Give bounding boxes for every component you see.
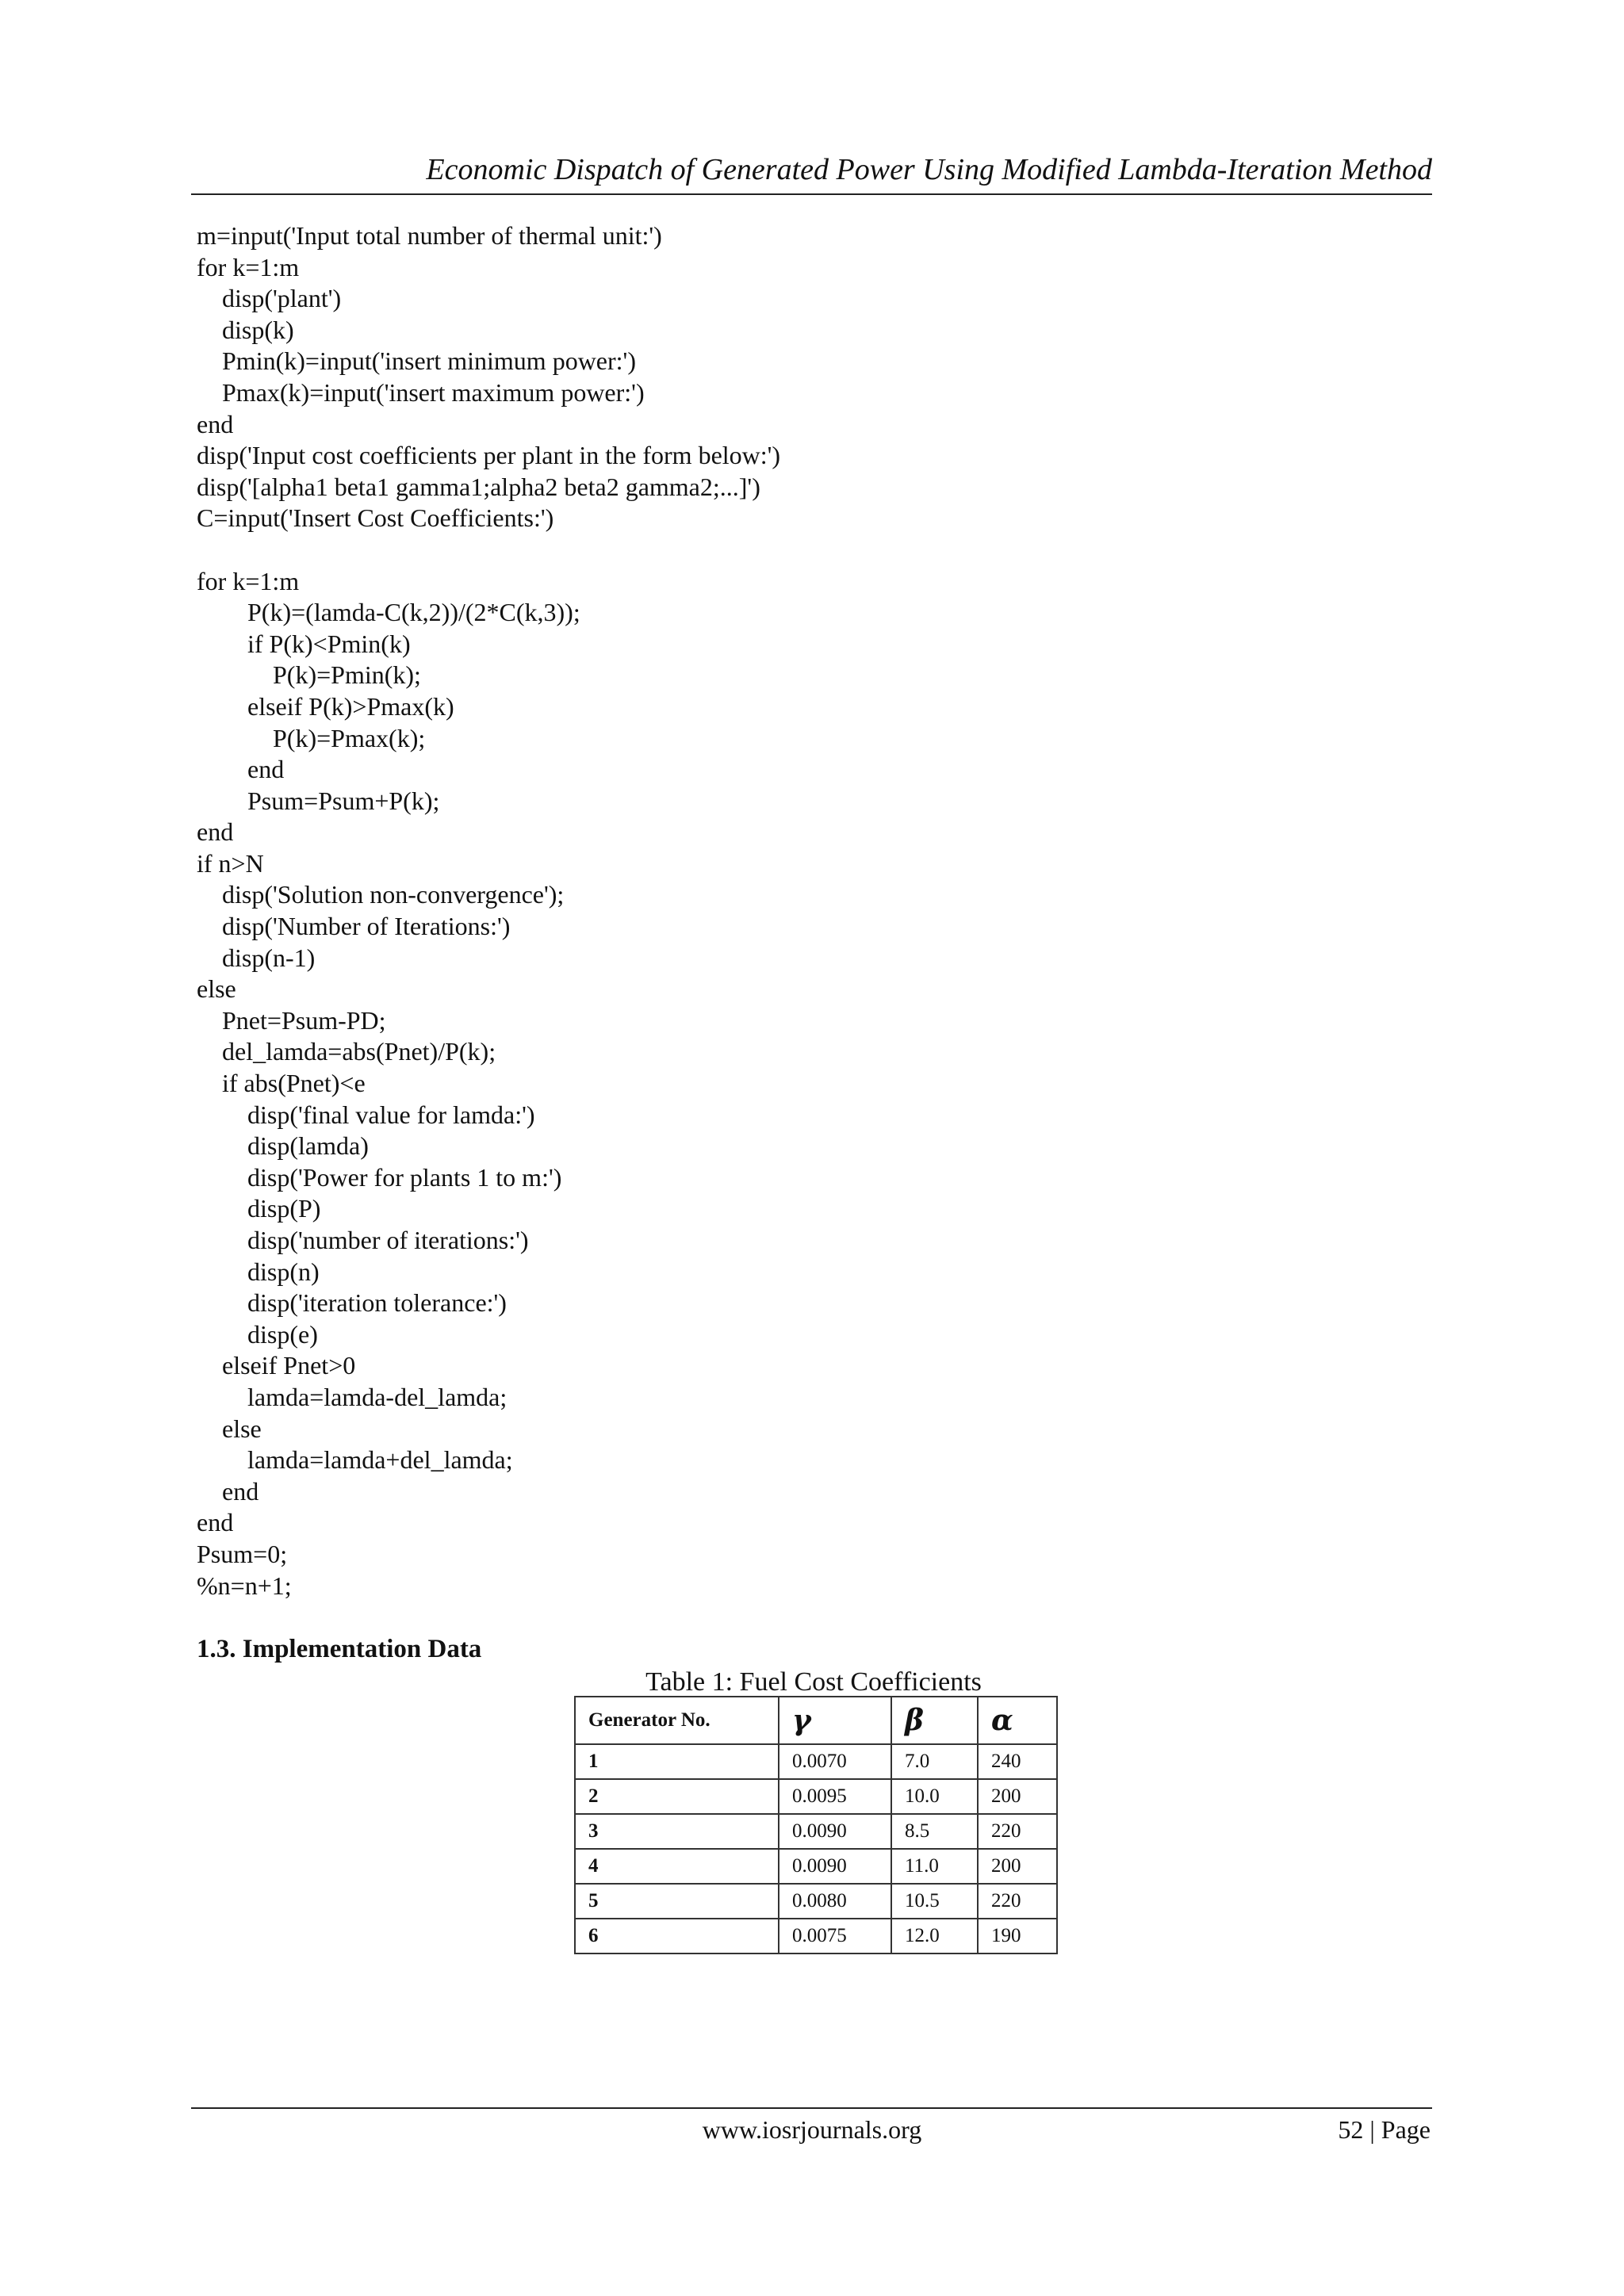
header-alpha: α	[978, 1697, 1057, 1744]
header-gamma: γ	[779, 1697, 891, 1744]
code-line: for k=1:m	[197, 252, 300, 281]
code-line: disp('iteration tolerance:')	[197, 1288, 507, 1318]
code-line: lamda=lamda+del_lamda;	[197, 1445, 513, 1475]
cell-alpha: 220	[978, 1884, 1057, 1919]
cell-gamma: 0.0095	[779, 1779, 891, 1814]
cell-generator-no: 4	[575, 1849, 779, 1884]
cell-beta: 10.5	[891, 1884, 978, 1919]
code-line: if n>N	[197, 848, 264, 878]
code-line: disp('Solution non-convergence');	[197, 880, 565, 909]
code-line: else	[197, 974, 236, 1004]
cell-beta: 11.0	[891, 1849, 978, 1884]
cell-beta: 8.5	[891, 1814, 978, 1849]
code-line: Pmin(k)=input('insert minimum power:')	[197, 346, 636, 376]
code-line: Psum=0;	[197, 1539, 288, 1568]
cell-beta: 12.0	[891, 1919, 978, 1954]
table-row	[575, 1779, 1057, 1814]
code-line: lamda=lamda-del_lamda;	[197, 1382, 508, 1411]
cell-generator-no: 2	[575, 1779, 779, 1814]
cell-gamma: 0.0070	[779, 1744, 891, 1779]
code-line: if P(k)<Pmin(k)	[197, 629, 411, 658]
code-line: end	[197, 755, 285, 784]
cell-alpha: 220	[978, 1814, 1057, 1849]
cell-beta: 7.0	[891, 1744, 978, 1779]
code-line: disp('Number of Iterations:')	[197, 912, 511, 941]
code-line: end	[197, 817, 234, 847]
code-line: disp('number of iterations:')	[197, 1226, 529, 1254]
cell-alpha: 240	[978, 1744, 1057, 1779]
cell-alpha: 200	[978, 1849, 1057, 1884]
code-line: disp(P)	[197, 1194, 321, 1223]
fuel-cost-table	[574, 1696, 1058, 1954]
cell-generator-no: 3	[575, 1814, 779, 1849]
footer-page-number: 52 | Page	[1338, 2115, 1431, 2144]
table-header-row	[575, 1697, 1057, 1744]
code-line: del_lamda=abs(Pnet)/P(k);	[197, 1037, 496, 1066]
matlab-code-listing	[197, 220, 1307, 1601]
code-line: P(k)=Pmin(k);	[197, 660, 421, 690]
cell-generator-no: 6	[575, 1919, 779, 1954]
code-line: elseif Pnet>0	[197, 1351, 356, 1380]
code-line: disp('plant')	[197, 284, 342, 313]
code-line: disp(k)	[197, 315, 294, 344]
code-line: end	[197, 409, 234, 438]
code-line: disp('Power for plants 1 to m:')	[197, 1162, 562, 1192]
code-line: m=input('Input total number of thermal unit:')	[197, 221, 662, 250]
header-beta: β	[891, 1697, 978, 1744]
footer-website: www.iosrjournals.org	[702, 2115, 922, 2144]
header-divider	[191, 193, 1432, 195]
code-line: else	[197, 1414, 262, 1443]
code-line: for k=1:m	[197, 566, 300, 595]
code-line: P(k)=(lamda-C(k,2))/(2*C(k,3));	[197, 598, 580, 627]
code-line: elseif P(k)>Pmax(k)	[197, 691, 454, 721]
code-line: disp('[alpha1 beta1 gamma1;alpha2 beta2 gamma2;...]')	[197, 472, 760, 501]
running-title: Economic Dispatch of Generated Power Using Modified Lambda-Iteration Method	[426, 153, 1432, 186]
code-line: disp(e)	[197, 1319, 318, 1349]
code-line: P(k)=Pmax(k);	[197, 723, 426, 752]
table-caption: Table 1: Fuel Cost Coefficients	[645, 1667, 982, 1697]
code-line: end	[197, 1508, 234, 1537]
code-line: C=input('Insert Cost Coefficients:')	[197, 503, 554, 533]
cell-gamma: 0.0090	[779, 1849, 891, 1884]
table-row	[575, 1919, 1057, 1954]
code-line: if abs(Pnet)<e	[197, 1069, 366, 1098]
code-line: end	[197, 1476, 259, 1506]
cell-alpha: 190	[978, 1919, 1057, 1954]
table-row	[575, 1884, 1057, 1919]
section-heading: 1.3. Implementation Data	[197, 1635, 482, 1663]
code-line: %n=n+1;	[197, 1571, 292, 1600]
table-row	[575, 1744, 1057, 1779]
cell-gamma: 0.0075	[779, 1919, 891, 1954]
table-row	[575, 1849, 1057, 1884]
cell-generator-no: 1	[575, 1744, 779, 1779]
code-line: disp('final value for lamda:')	[197, 1100, 535, 1129]
cell-beta: 10.0	[891, 1779, 978, 1814]
cell-generator-no: 5	[575, 1884, 779, 1919]
code-line: Pmax(k)=input('insert maximum power:')	[197, 377, 645, 407]
code-line: disp(n-1)	[197, 943, 316, 972]
footer-divider	[191, 2107, 1432, 2109]
cell-gamma: 0.0080	[779, 1884, 891, 1919]
header-generator-no: Generator No.	[575, 1697, 779, 1744]
code-line	[197, 534, 1307, 566]
code-line: Psum=Psum+P(k);	[197, 786, 440, 815]
code-line: Pnet=Psum-PD;	[197, 1005, 386, 1035]
code-line: disp(n)	[197, 1257, 320, 1286]
code-line: disp(lamda)	[197, 1131, 369, 1161]
cell-alpha: 200	[978, 1779, 1057, 1814]
cell-gamma: 0.0090	[779, 1814, 891, 1849]
table-row	[575, 1814, 1057, 1849]
code-line: disp('Input cost coefficients per plant in the form below:')	[197, 441, 781, 470]
